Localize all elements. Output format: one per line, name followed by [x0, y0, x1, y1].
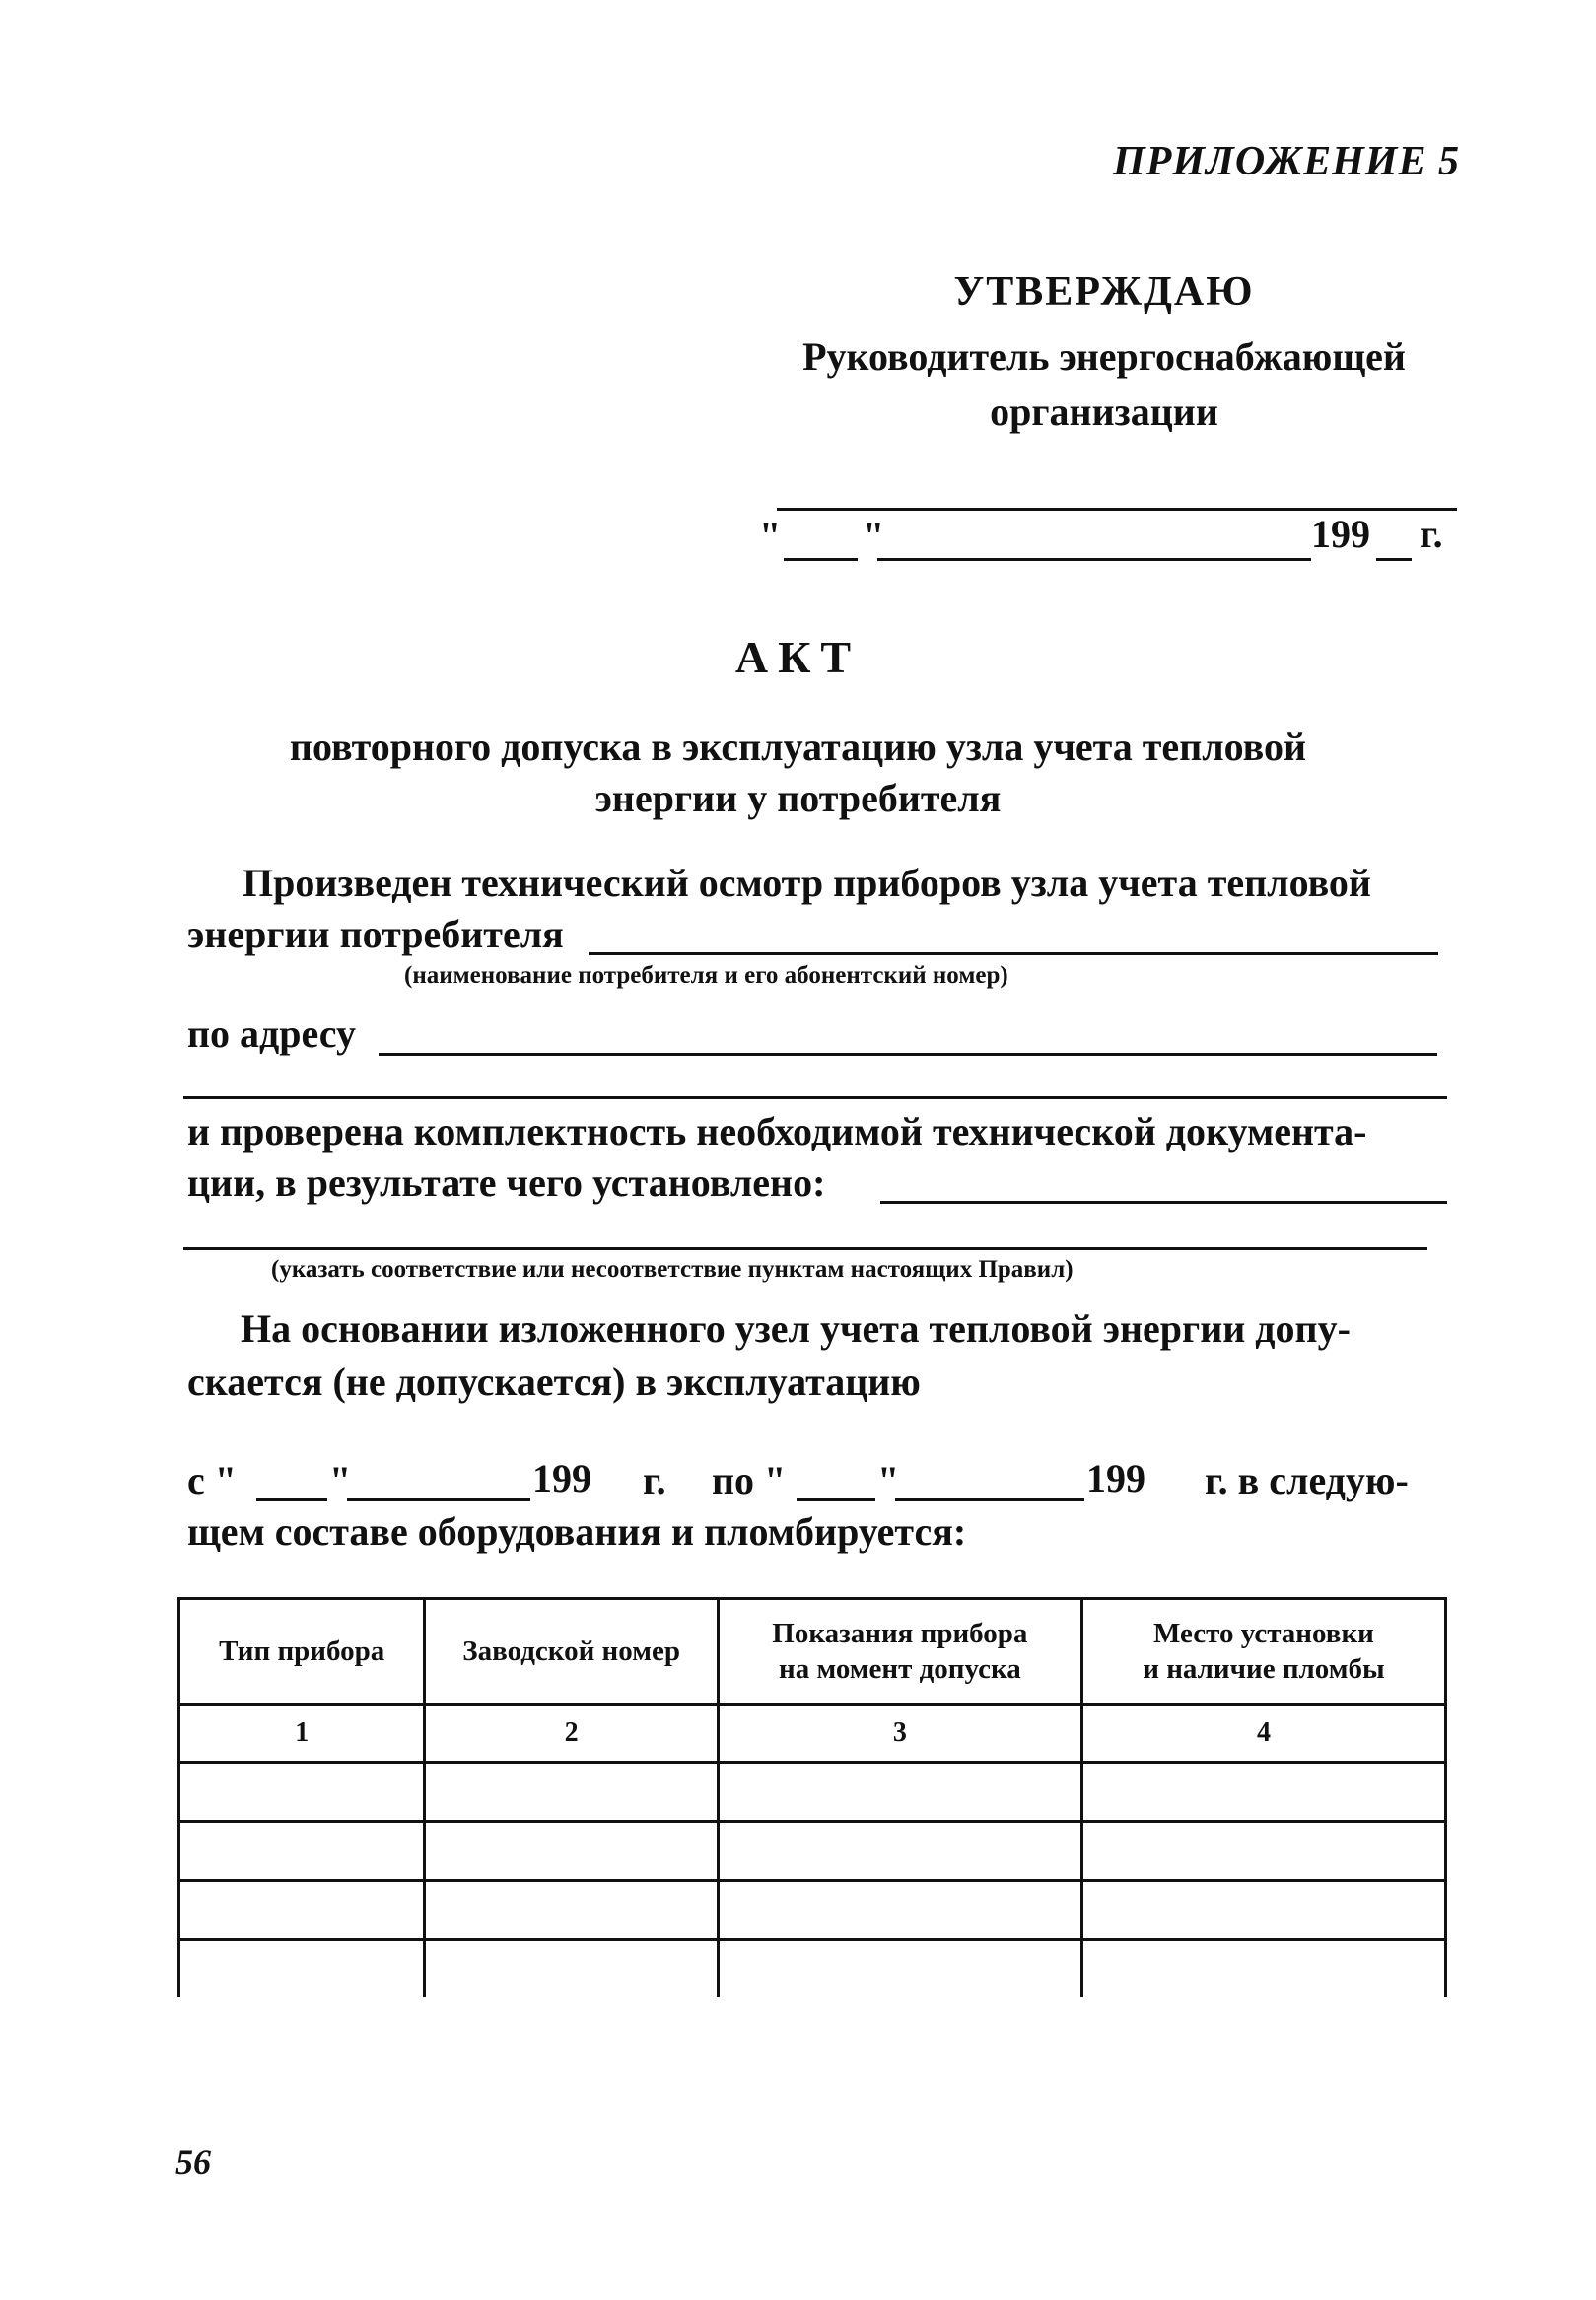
table-cell[interactable]: [718, 1881, 1081, 1940]
table-header-row: [179, 1599, 1446, 1705]
header-location-seal: [1081, 1599, 1445, 1705]
to-year: 199: [1086, 1456, 1145, 1500]
date-month-field[interactable]: [877, 558, 1311, 561]
para4-line2: щем составе оборудования и пломбируется:: [187, 1509, 967, 1554]
approval-role-line1: Руководитель энергоснабжающей: [802, 334, 1406, 379]
address-field[interactable]: [379, 1053, 1437, 1056]
table-cell[interactable]: [425, 1940, 718, 1998]
from-g: г.: [643, 1458, 666, 1502]
date-year-field[interactable]: [1376, 558, 1412, 561]
table-cell[interactable]: [425, 1763, 718, 1822]
date-year-suffix: г.: [1420, 512, 1443, 556]
result-field-line2[interactable]: [183, 1247, 1427, 1250]
to-close-quote: ": [877, 1458, 900, 1502]
from-day-field[interactable]: [256, 1498, 327, 1501]
header-location-line1: Место установки: [1153, 1618, 1374, 1649]
header-readings-line1: Показания прибора: [772, 1618, 1028, 1649]
date-year-prefix: 199: [1311, 512, 1370, 556]
para3-line2: скается (не допускается) в эксплуатацию: [187, 1359, 921, 1404]
from-label: с ": [187, 1458, 237, 1502]
header-readings-line2: на момент допуска: [778, 1653, 1021, 1685]
column-number-1: 1: [179, 1705, 425, 1763]
table-cell[interactable]: [718, 1763, 1081, 1822]
result-field[interactable]: [880, 1201, 1447, 1204]
para2-line2: ции, в результате чего установлено:: [187, 1160, 826, 1205]
date-open-quote: ": [759, 514, 782, 558]
date-day-field[interactable]: [784, 558, 858, 561]
para3-line1: На основании изложенного узел учета тепловой энергии допу-: [241, 1306, 1351, 1351]
act-subtitle-line2: энергии у потребителя: [594, 776, 1002, 820]
column-number-3: 3: [718, 1705, 1081, 1763]
header-device-type: [179, 1599, 425, 1705]
to-day-field[interactable]: [797, 1498, 875, 1501]
address-label: по адресу: [187, 1011, 356, 1056]
to-g-tail: г. в следую-: [1205, 1458, 1409, 1502]
column-number-2: 2: [425, 1705, 718, 1763]
para1-line2: энергии потребителя: [187, 912, 564, 956]
date-close-quote: ": [863, 514, 885, 558]
table-cell[interactable]: [718, 1822, 1081, 1881]
act-subtitle: [197, 722, 1399, 824]
table-row: [179, 1763, 1446, 1822]
header-serial-number: [425, 1599, 718, 1705]
table-cell[interactable]: [1081, 1881, 1445, 1940]
table-cell[interactable]: [425, 1881, 718, 1940]
table-cell[interactable]: [1081, 1763, 1445, 1822]
table-cell[interactable]: [179, 1763, 425, 1822]
page-number: 56: [175, 2142, 211, 2182]
column-number-4: 4: [1081, 1705, 1445, 1763]
table-row: [179, 1940, 1446, 1998]
table-cell[interactable]: [425, 1822, 718, 1881]
table-row: [179, 1881, 1446, 1940]
table-cell[interactable]: [718, 1940, 1081, 1998]
approval-role: [749, 329, 1459, 440]
header-location-line2: и наличие пломбы: [1143, 1653, 1385, 1685]
act-subtitle-line1: повторного допуска в эксплуатацию узла учета тепловой: [289, 725, 1307, 769]
approval-role-line2: организации: [990, 389, 1218, 434]
from-close-quote: ": [329, 1458, 352, 1502]
para1-line1: Произведен технический осмотр приборов узла учета тепловой: [243, 861, 1371, 905]
para2-line1: и проверена комплектность необходимой технической документа-: [187, 1109, 1367, 1153]
address-field-line2[interactable]: [183, 1096, 1447, 1099]
from-month-field[interactable]: [347, 1498, 530, 1501]
header-readings: [718, 1599, 1081, 1705]
header-serial-number-text: Заводской номер: [462, 1636, 680, 1667]
table-cell[interactable]: [1081, 1822, 1445, 1881]
from-year: 199: [532, 1456, 591, 1500]
to-month-field[interactable]: [895, 1498, 1084, 1501]
table-number-row: [179, 1705, 1446, 1763]
header-device-type-text: Тип прибора: [219, 1636, 385, 1667]
appendix-label: ПРИЛОЖЕНИЕ 5: [1113, 139, 1460, 184]
equipment-table: [177, 1597, 1447, 1997]
act-title: АКТ: [734, 632, 862, 682]
to-label: по ": [712, 1458, 787, 1502]
table-cell[interactable]: [179, 1940, 425, 1998]
table-cell[interactable]: [179, 1881, 425, 1940]
table-cell[interactable]: [179, 1822, 425, 1881]
approval-title: УТВЕРЖДАЮ: [953, 269, 1255, 314]
consumer-field[interactable]: [589, 952, 1438, 955]
table-row: [179, 1822, 1446, 1881]
consumer-note: (наименование потребителя и его абонентский номер): [404, 962, 1008, 989]
table-cell[interactable]: [1081, 1940, 1445, 1998]
compliance-note: (указать соответствие или несоответствие пунктам настоящих Правил): [271, 1256, 1074, 1283]
